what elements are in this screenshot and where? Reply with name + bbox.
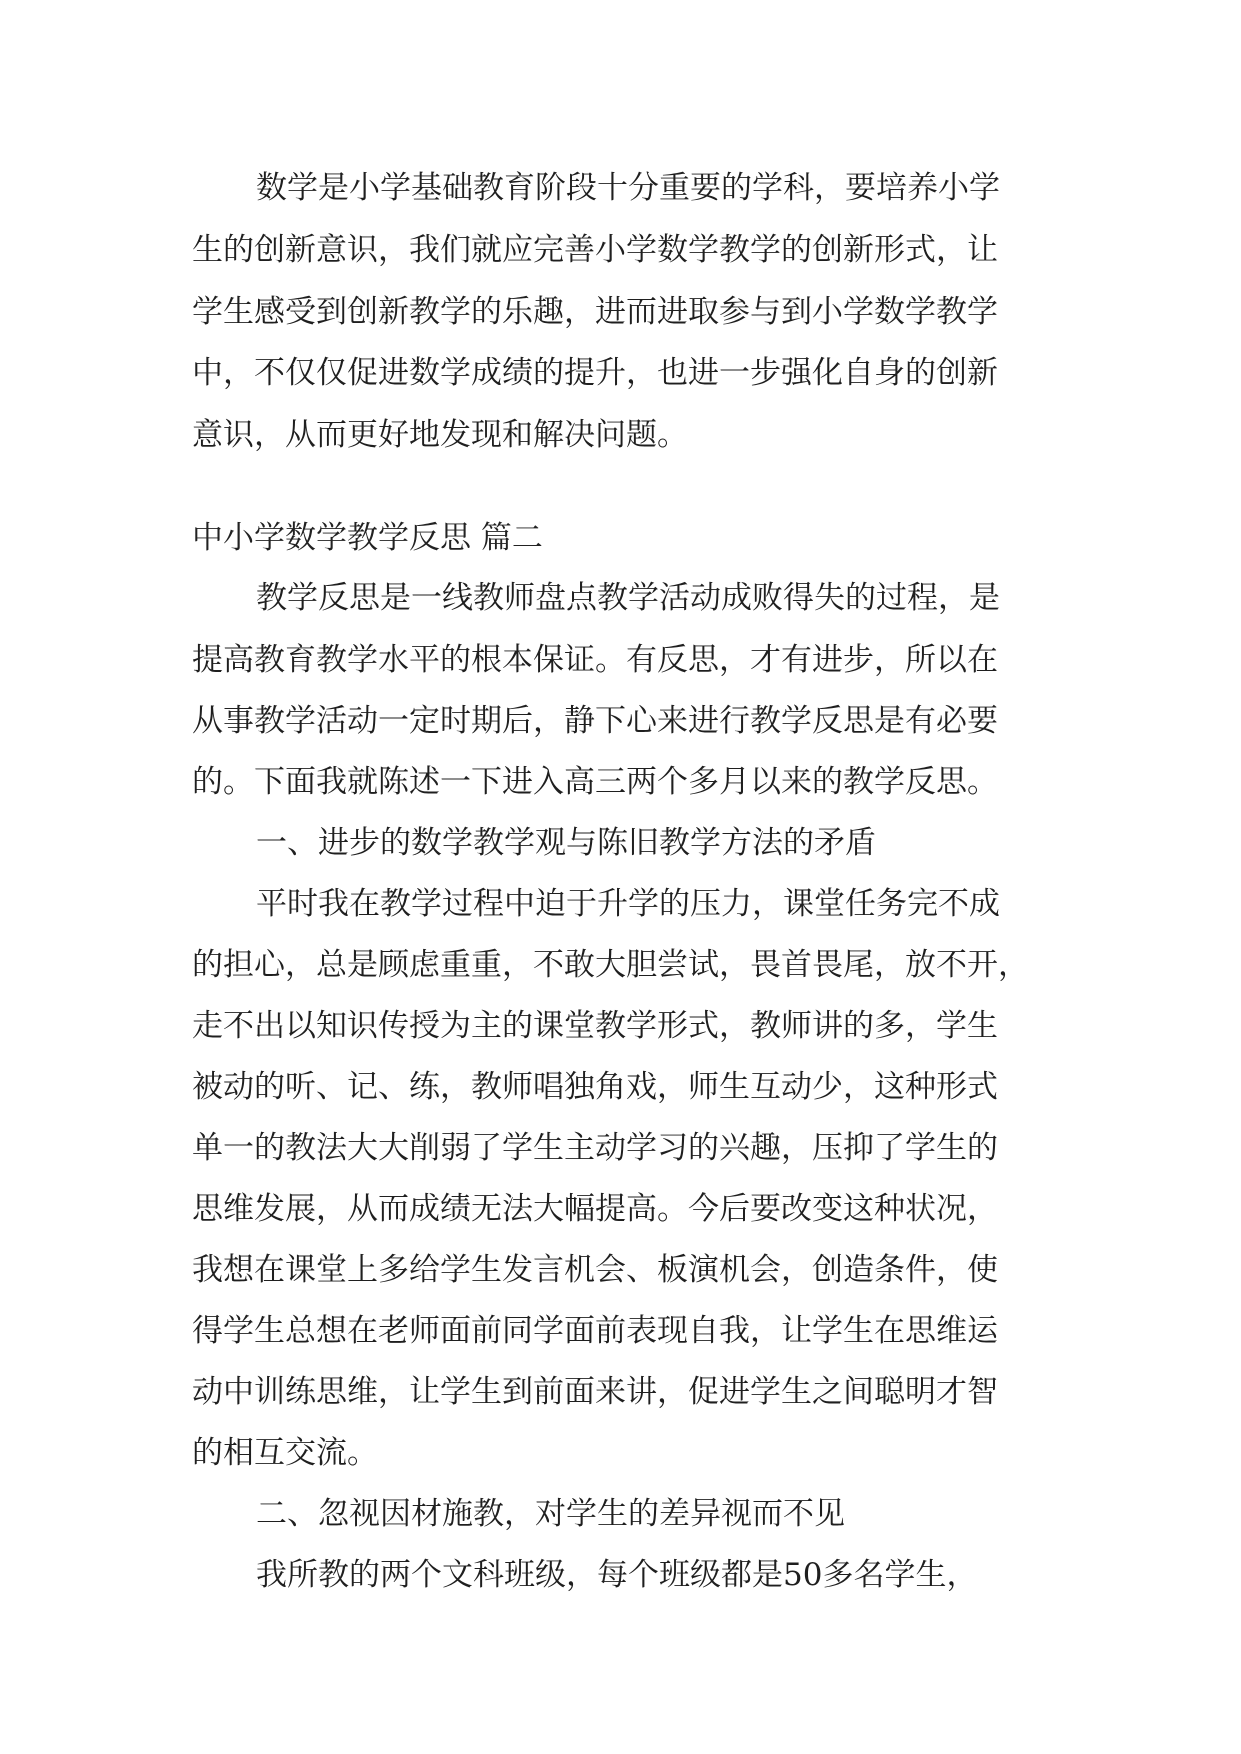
- paragraph-line: 学生感受到创新教学的乐趣，进而进取参与到小学数学教学: [192, 294, 998, 330]
- paragraph-line: 的相互交流。: [192, 1435, 378, 1471]
- paragraph-line: 的担心，总是顾虑重重，不敢大胆尝试，畏首畏尾，放不开，: [192, 947, 1029, 983]
- paragraph-line: 走不出以知识传授为主的课堂教学形式，教师讲的多，学生: [192, 1008, 998, 1044]
- paragraph-line: 的。下面我就陈述一下进入高三两个多月以来的教学反思。: [192, 764, 998, 800]
- paragraph-line: 单一的教法大大削弱了学生主动学习的兴趣，压抑了学生的: [192, 1130, 998, 1166]
- paragraph-line: 被动的听、记、练，教师唱独角戏，师生互动少，这种形式: [192, 1069, 998, 1105]
- paragraph-line: 教学反思是一线教师盘点教学活动成败得失的过程，是: [256, 580, 1000, 616]
- paragraph-line: 我想在课堂上多给学生发言机会、板演机会，创造条件，使: [192, 1252, 998, 1288]
- paragraph-line: 生的创新意识，我们就应完善小学数学教学的创新形式，让: [192, 232, 998, 268]
- paragraph-line: 我所教的两个文科班级，每个班级都是50多名学生，: [256, 1557, 978, 1593]
- point-heading: 二、忽视因材施教，对学生的差异视而不见: [256, 1496, 845, 1532]
- section-title: 中小学数学教学反思 篇二: [192, 520, 543, 556]
- paragraph-line: 中，不仅仅促进数学成绩的提升，也进一步强化自身的创新: [192, 355, 998, 391]
- paragraph-line: 数学是小学基础教育阶段十分重要的学科，要培养小学: [256, 170, 1000, 206]
- paragraph-line: 平时我在教学过程中迫于升学的压力，课堂任务完不成: [256, 886, 1000, 922]
- paragraph-line: 得学生总想在老师面前同学面前表现自我，让学生在思维运: [192, 1313, 998, 1349]
- paragraph-line: 思维发展，从而成绩无法大幅提高。今后要改变这种状况，: [192, 1191, 998, 1227]
- paragraph-line: 意识，从而更好地发现和解决问题。: [192, 417, 688, 453]
- point-heading: 一、进步的数学教学观与陈旧教学方法的矛盾: [256, 825, 876, 861]
- paragraph-line: 提高教育教学水平的根本保证。有反思，才有进步，所以在: [192, 642, 998, 678]
- paragraph-line: 从事教学活动一定时期后，静下心来进行教学反思是有必要: [192, 703, 998, 739]
- paragraph-line: 动中训练思维，让学生到前面来讲，促进学生之间聪明才智: [192, 1374, 998, 1410]
